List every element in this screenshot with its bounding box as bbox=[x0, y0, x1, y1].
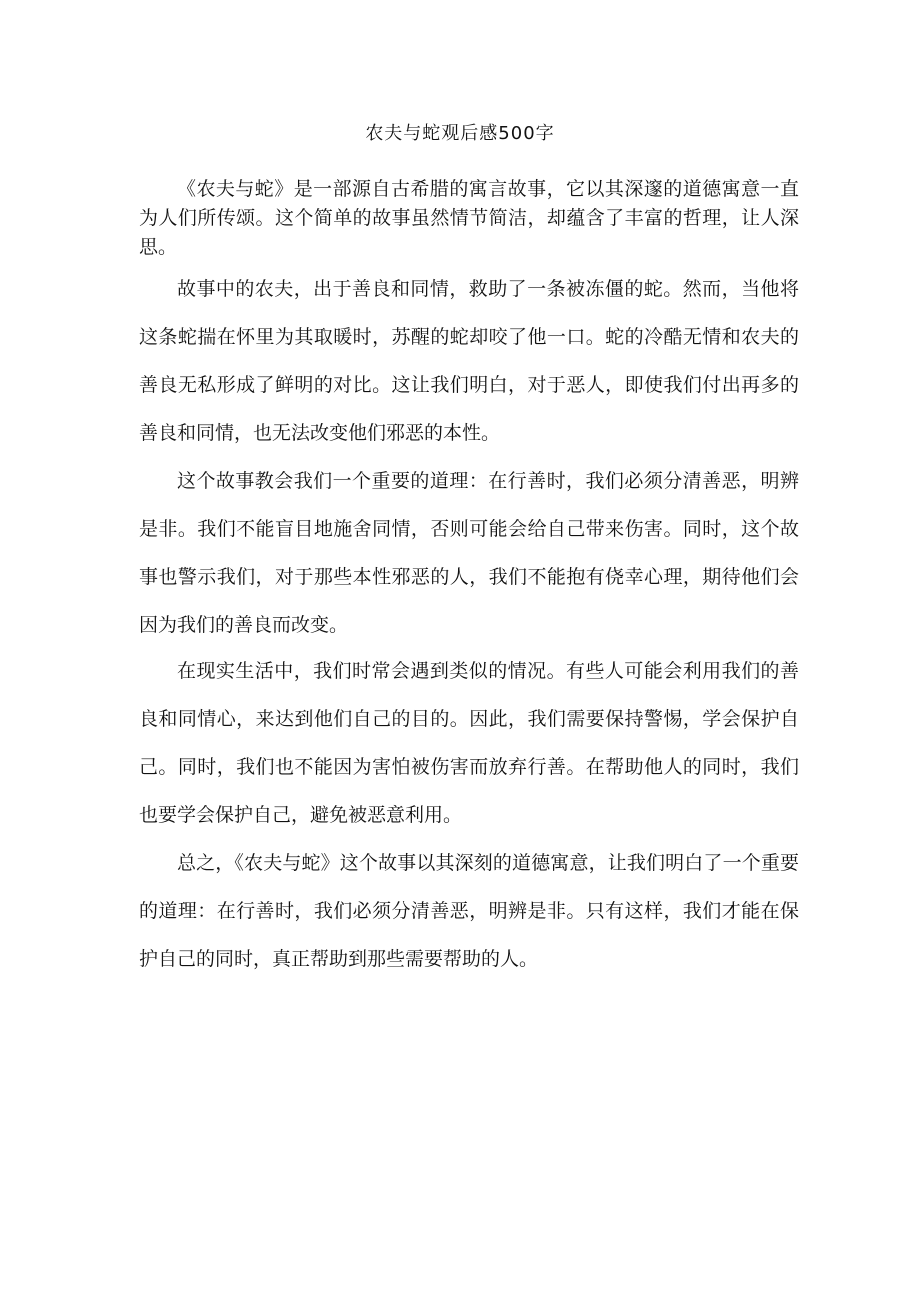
paragraph-4: 在现实生活中，我们时常会遇到类似的情况。有些人可能会利用我们的善良和同情心，来达到他们自己的目的。因此，我们需要保持警惕，学会保护自己。同时，我们也不能因为害怕被伤害而放弃行善。在帮助他人的同时，我们也要学会保护自己，避免被恶意利用。 bbox=[139, 660, 799, 826]
paragraph-2: 故事中的农夫，出于善良和同情，救助了一条被冻僵的蛇。然而，当他将这条蛇揣在怀里为其取暖时，苏醒的蛇却咬了他一口。蛇的冷酷无情和农夫的善良无私形成了鲜明的对比。这让我们明白，对于恶人，即使我们付出再多的善良和同情，也无法改变他们邪恶的本性。 bbox=[139, 278, 799, 444]
paragraph-3: 这个故事教会我们一个重要的道理：在行善时，我们必须分清善恶，明辨是非。我们不能盲目地施舍同情，否则可能会给自己带来伤害。同时，这个故事也警示我们，对于那些本性邪恶的人，我们不能抱有侥幸心理，期待他们会因为我们的善良而改变。 bbox=[139, 470, 799, 636]
paragraph-1: 《农夫与蛇》是一部源自古希腊的寓言故事，它以其深邃的道德寓意一直为人们所传颂。这个简单的故事虽然情节简洁，却蕴含了丰富的哲理，让人深思。 bbox=[139, 178, 799, 258]
paragraph-5: 总之，《农夫与蛇》这个故事以其深刻的道德寓意，让我们明白了一个重要的道理：在行善时，我们必须分清善恶，明辨是非。只有这样，我们才能在保护自己的同时，真正帮助到那些需要帮助的人。 bbox=[139, 852, 799, 970]
document-title: 农夫与蛇观后感500字 bbox=[365, 123, 555, 144]
